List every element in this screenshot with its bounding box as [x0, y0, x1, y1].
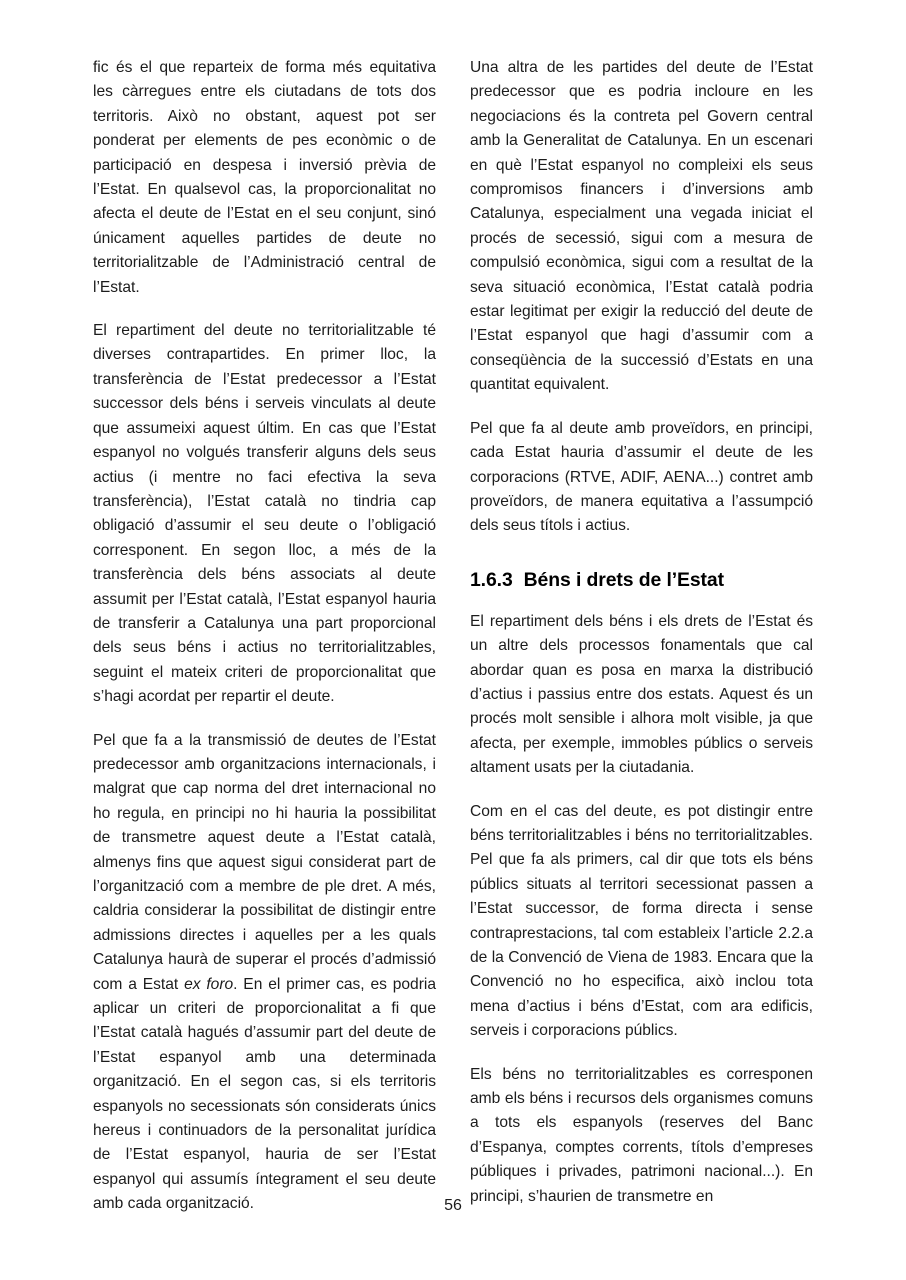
- right-column: [470, 56, 813, 1205]
- paragraph-text-part-2: . En el primer cas, es podria aplicar un criteri de proporcionalitat a fi que l’Estat català hagués d’assumir part del deute de l’Estat espanyol amb una determinada organització. En el segon cas, si els territoris espanyols no secessionats són considerats únics hereus i continuadors de la personalitat jurídica de l’Estat espanyol, hauria de ser l’Estat espanyol qui assumís íntegrament el seu deute amb cada organització.: [93, 975, 436, 1213]
- paragraph-text-part-1: Pel que fa a la transmissió de deutes de l’Estat predecessor amb organitzacions internacionals, i malgrat que cap norma del dret internacional no ho regula, en principi no hi hauria la possibilitat de transmetre aquest deute a l’Estat català, almenys fins que aquest sigui considerat part de l’organització com a membre de ple dret. A més, caldria considerar la possibilitat de distingir entre admissions directes i aquelles per a les quals Catalunya haurà de superar el procés d’admissió com a Estat: [93, 731, 436, 993]
- paragraph: Una altra de les partides del deute de l’Estat predecessor que es podria incloure en les negociacions és la contreta pel Govern central amb la Generalitat de Catalunya. En un escenari en què l’Estat espanyol no compleixi els seus compromisos financers i d’inversions amb Catalunya, especialment una vegada iniciat el procés de secessió, sigui com a mesura de compulsió econòmica, sigui com a resultat de la seva situació econòmica, l’Estat català podria estar legitimat per exigir la reducció del deute de l’Estat espanyol que hagi d’assumir com a conseqüència de la successió d’Estats en una quantitat equivalent.: [470, 59, 813, 394]
- paragraph: Pel que fa al deute amb proveïdors, en principi, cada Estat hauria d’assumir el deute de les corporacions (RTVE, ADIF, AENA...) contret amb proveïdors, de manera equitativa a l’assumpció dels seus títols i actius.: [470, 419, 813, 535]
- section-heading: [470, 567, 813, 593]
- left-column: [93, 56, 436, 1213]
- paragraph: El repartiment del deute no territorialitzable té diverses contrapartides. En primer lloc, la transferència de l’Estat predecessor a l’Estat successor dels béns i serveis vinculats al deute que assumeixi aquest últim. En cas que l’Estat espanyol no volgués transferir alguns dels seus actius (i mentre no faci efectiva la seva transferència), l’Estat català no tindria cap obligació d’assumir el seu deute o l’obligació corresponent. En segon lloc, a més de la transferència dels béns associats al deute assumit per l’Estat català, l’Estat espanyol hauria de transferir a Catalunya una part proporcional dels seus béns i actius no territorialitzables, seguint el mateix criteri de proporcionalitat que s’hagi acordat per repartir el deute.: [93, 322, 436, 706]
- italic-latin-term: ex foro: [184, 975, 234, 993]
- paragraph: fic és el que reparteix de forma més equitativa les càrregues entre els ciutadans de tots dos territoris. Això no obstant, aquest pot ser ponderat per elements de pes econòmic o de participació en despesa i inversió prèvia de l’Estat. En qualsevol cas, la proporcionalitat no afecta el deute de l’Estat en el seu conjunt, sinó únicament aquelles partides de deute no territorialitzable de l’Administració central de l’Estat.: [93, 59, 436, 296]
- section-title: Béns i drets de l’Estat: [523, 568, 724, 591]
- section-number: 1.6.3: [470, 568, 513, 591]
- page-number: 56: [444, 1197, 462, 1214]
- paragraph: Els béns no territorialitzables es corresponen amb els béns i recursos dels organismes comuns a tots els espanyols (reserves del Banc d’Espanya, comptes corrents, títols d’empreses públiques i privades, patrimoni nacional...). En principi, s’haurien de transmetre en: [470, 1065, 813, 1205]
- paragraph: El repartiment dels béns i els drets de l’Estat és un altre dels processos fonamentals que cal abordar quan es posa en marxa la distribució d’actius i passius entre dos estats. Aquest és un procés molt sensible i alhora molt visible, ja que afecta, per exemple, immobles públics o serveis altament usats per la ciutadania.: [470, 612, 813, 777]
- paragraph: Com en el cas del deute, es pot distingir entre béns territorialitzables i béns no territorialitzables. Pel que fa als primers, cal dir que tots els béns públics situats al territori secessionat passen a l’Estat successor, de forma directa i sense contraprestacions, tal com estableix l’article 2.2.a de la Convenció de Viena de 1983. Encara que la Convenció no ho especifica, això inclou tota mena d’actius i béns d’Estat, com ara edificis, serveis i corporacions públics.: [470, 802, 813, 1040]
- paragraph-with-italic-term: [93, 729, 436, 1217]
